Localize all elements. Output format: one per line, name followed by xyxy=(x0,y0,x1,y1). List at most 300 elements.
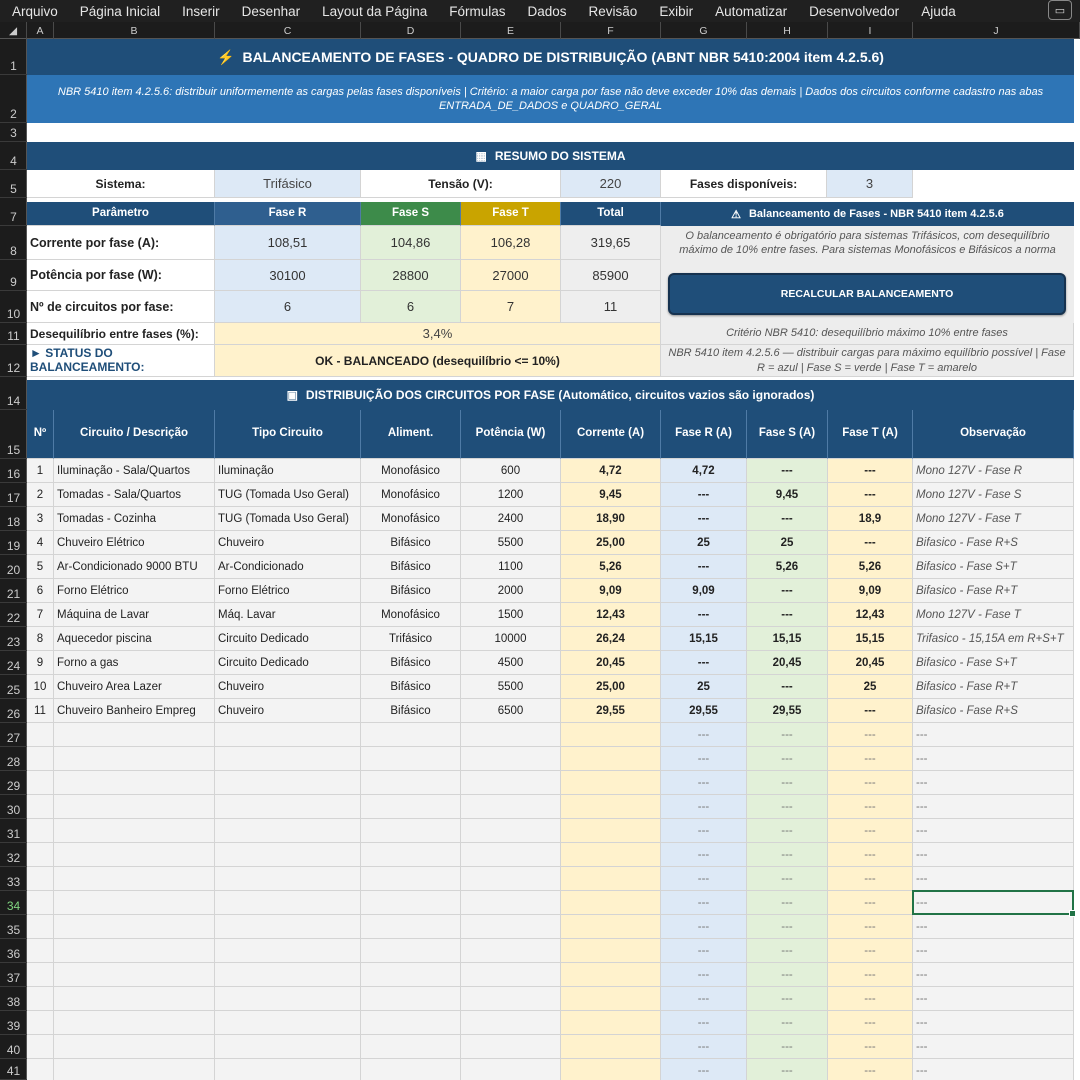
dist-cell[interactable]: --- xyxy=(747,579,828,603)
menu-item[interactable]: Dados xyxy=(527,3,567,19)
dist-cell[interactable]: --- xyxy=(661,603,747,627)
dist-cell[interactable]: Iluminação xyxy=(215,459,361,483)
dist-cell: --- xyxy=(913,1059,1074,1080)
dist-cell[interactable]: --- xyxy=(661,507,747,531)
row-header[interactable]: 5 xyxy=(0,170,27,198)
menu-bar xyxy=(0,0,1080,22)
dist-cell[interactable]: 20,45 xyxy=(747,651,828,675)
select-all-corner[interactable]: ◢ xyxy=(0,22,27,39)
dist-cell[interactable]: 2400 xyxy=(461,507,561,531)
row-header[interactable]: 30 xyxy=(0,795,27,819)
fase-r-value: 6 xyxy=(215,291,361,323)
menu-item[interactable]: Arquivo xyxy=(12,3,58,19)
column-header-j[interactable]: J xyxy=(913,22,1080,39)
dist-cell[interactable]: --- xyxy=(661,555,747,579)
dist-cell: --- xyxy=(913,795,1074,819)
row-header[interactable]: 2 xyxy=(0,75,27,123)
dist-cell: --- xyxy=(913,1035,1074,1059)
dist-cell[interactable]: Tomadas - Cozinha xyxy=(54,507,215,531)
row-header[interactable]: 19 xyxy=(0,531,27,555)
dist-cell[interactable]: Bifasico - Fase R+T xyxy=(913,675,1074,699)
dist-cell: --- xyxy=(747,891,828,915)
dist-cell xyxy=(361,1035,461,1059)
dist-cell[interactable]: 29,55 xyxy=(561,699,661,723)
dist-cell: --- xyxy=(913,963,1074,987)
row-header[interactable]: 14 xyxy=(0,377,27,410)
dist-cell: --- xyxy=(661,843,747,867)
dist-cell[interactable]: 20,45 xyxy=(828,651,913,675)
column-header-i[interactable]: I xyxy=(828,22,913,39)
dist-cell[interactable]: 5500 xyxy=(461,531,561,555)
menu-item[interactable]: Desenhar xyxy=(241,3,301,19)
fases-value[interactable]: 3 xyxy=(827,170,913,198)
dist-cell: --- xyxy=(747,723,828,747)
dist-cell[interactable]: 9,09 xyxy=(828,579,913,603)
dist-cell[interactable]: Mono 127V - Fase S xyxy=(913,483,1074,507)
dist-cell: --- xyxy=(913,771,1074,795)
total-header: Total xyxy=(561,202,661,226)
dist-cell[interactable]: Máquina de Lavar xyxy=(54,603,215,627)
dist-cell xyxy=(461,723,561,747)
dist-cell[interactable]: Trifasico - 15,15A em R+S+T xyxy=(913,627,1074,651)
dist-cell[interactable]: Bifasico - Fase S+T xyxy=(913,651,1074,675)
desequilibrio-label: Desequilíbrio entre fases (%): xyxy=(27,323,215,345)
dist-cell: --- xyxy=(747,1059,828,1080)
row-header[interactable]: 28 xyxy=(0,747,27,771)
dist-cell[interactable]: Mono 127V - Fase T xyxy=(913,507,1074,531)
dist-cell[interactable]: Mono 127V - Fase R xyxy=(913,459,1074,483)
dist-cell xyxy=(215,1011,361,1035)
dist-cell: --- xyxy=(828,723,913,747)
dist-cell xyxy=(27,747,54,771)
column-header-c[interactable]: C xyxy=(215,22,361,39)
dist-cell xyxy=(461,987,561,1011)
dist-cell[interactable]: Tomadas - Sala/Quartos xyxy=(54,483,215,507)
dist-cell[interactable]: Chuveiro xyxy=(215,675,361,699)
dist-cell[interactable]: Bifasico - Fase R+S xyxy=(913,531,1074,555)
dist-cell[interactable]: --- xyxy=(747,507,828,531)
dist-cell xyxy=(561,795,661,819)
dist-cell xyxy=(361,747,461,771)
row-header[interactable]: 33 xyxy=(0,867,27,891)
dist-cell[interactable]: 1100 xyxy=(461,555,561,579)
dist-cell[interactable]: 5,26 xyxy=(828,555,913,579)
dist-cell[interactable]: Bifásico xyxy=(361,555,461,579)
dist-cell[interactable]: --- xyxy=(828,483,913,507)
dist-cell[interactable]: 9,45 xyxy=(561,483,661,507)
dist-cell[interactable]: 25,00 xyxy=(561,675,661,699)
dist-cell[interactable]: 25 xyxy=(747,531,828,555)
dist-cell[interactable]: 5,26 xyxy=(561,555,661,579)
dist-cell[interactable]: --- xyxy=(828,699,913,723)
dist-cell[interactable]: 15,15 xyxy=(747,627,828,651)
dist-cell[interactable]: --- xyxy=(828,531,913,555)
row-header[interactable]: 18 xyxy=(0,507,27,531)
dist-cell xyxy=(54,1059,215,1080)
dist-cell xyxy=(54,987,215,1011)
row-header[interactable]: 8 xyxy=(0,226,27,260)
dist-cell[interactable]: 1200 xyxy=(461,483,561,507)
fase-s-value: 104,86 xyxy=(361,226,461,260)
dist-cell xyxy=(27,963,54,987)
row-header[interactable]: 22 xyxy=(0,603,27,627)
dist-cell[interactable]: 29,55 xyxy=(747,699,828,723)
dist-cell: --- xyxy=(747,1011,828,1035)
dist-cell xyxy=(27,819,54,843)
sistema-label: Sistema: xyxy=(27,170,215,198)
dist-cell: --- xyxy=(913,1011,1074,1035)
dist-cell xyxy=(27,843,54,867)
dist-cell[interactable]: 12,43 xyxy=(828,603,913,627)
dist-cell: --- xyxy=(828,819,913,843)
dist-cell xyxy=(27,795,54,819)
dist-cell[interactable]: 25 xyxy=(661,675,747,699)
row-header[interactable]: 29 xyxy=(0,771,27,795)
dist-cell: --- xyxy=(828,915,913,939)
dist-cell: 4 xyxy=(27,531,54,555)
dist-cell: --- xyxy=(913,843,1074,867)
desequilibrio-value: 3,4% xyxy=(215,323,661,345)
dist-cell: --- xyxy=(913,747,1074,771)
dist-cell xyxy=(54,867,215,891)
column-header-g[interactable]: G xyxy=(661,22,747,39)
dist-cell[interactable]: 6500 xyxy=(461,699,561,723)
menu-item[interactable]: Página Inicial xyxy=(79,3,161,19)
dist-cell: --- xyxy=(661,819,747,843)
dist-cell: --- xyxy=(747,915,828,939)
dist-cell: --- xyxy=(828,963,913,987)
dist-cell[interactable]: Trifásico xyxy=(361,627,461,651)
dist-header: Corrente (A) xyxy=(561,410,661,459)
fase-t-value: 7 xyxy=(461,291,561,323)
dist-cell xyxy=(461,771,561,795)
row-header[interactable]: 36 xyxy=(0,939,27,963)
dist-cell[interactable]: 4500 xyxy=(461,651,561,675)
row-header[interactable]: 25 xyxy=(0,675,27,699)
dist-cell[interactable]: Circuito Dedicado xyxy=(215,651,361,675)
dist-cell xyxy=(215,723,361,747)
dist-cell xyxy=(54,795,215,819)
column-header-b[interactable]: B xyxy=(54,22,215,39)
dist-cell[interactable]: Chuveiro Elétrico xyxy=(54,531,215,555)
side-panel-text: O balanceamento é obrigatório para sistemas Trifásicos, com desequilíbrio máximo de 10% entre fases. Para sistemas Monofásicos e Bifásicos a norma xyxy=(661,226,1074,260)
dist-header: Potência (W) xyxy=(461,410,561,459)
total-value: 319,65 xyxy=(561,226,661,260)
dist-cell: --- xyxy=(661,1035,747,1059)
menu-item[interactable]: Desenvolvedor xyxy=(809,3,900,19)
dist-cell[interactable]: Mono 127V - Fase T xyxy=(913,603,1074,627)
dist-cell: 7 xyxy=(27,603,54,627)
dist-cell xyxy=(54,843,215,867)
dist-cell[interactable]: Bifasico - Fase S+T xyxy=(913,555,1074,579)
row-header[interactable]: 9 xyxy=(0,260,27,291)
dist-cell[interactable]: Máq. Lavar xyxy=(215,603,361,627)
dist-cell[interactable]: Monofásico xyxy=(361,483,461,507)
dist-cell xyxy=(461,1059,561,1080)
row-header[interactable]: 27 xyxy=(0,723,27,747)
dist-cell[interactable]: --- xyxy=(747,675,828,699)
dist-cell: 11 xyxy=(27,699,54,723)
tensao-value[interactable]: 220 xyxy=(561,170,661,198)
row-header[interactable]: 38 xyxy=(0,987,27,1011)
warning-icon: ⚠ xyxy=(731,208,741,221)
dist-cell[interactable]: Aquecedor piscina xyxy=(54,627,215,651)
dist-cell xyxy=(27,987,54,1011)
dist-cell[interactable]: Monofásico xyxy=(361,603,461,627)
dist-cell[interactable]: Forno a gas xyxy=(54,651,215,675)
dist-cell[interactable]: Monofásico xyxy=(361,459,461,483)
dist-cell[interactable]: 9,09 xyxy=(661,579,747,603)
dist-cell[interactable]: Chuveiro Area Lazer xyxy=(54,675,215,699)
dist-cell[interactable]: Bifásico xyxy=(361,531,461,555)
dist-cell[interactable]: 25 xyxy=(661,531,747,555)
dist-cell: 8 xyxy=(27,627,54,651)
tensao-label: Tensão (V): xyxy=(361,170,561,198)
dist-cell[interactable]: 4,72 xyxy=(561,459,661,483)
dist-cell: --- xyxy=(747,987,828,1011)
calendar-icon: ▣ xyxy=(286,388,298,402)
dist-cell: --- xyxy=(661,987,747,1011)
dist-cell: --- xyxy=(661,939,747,963)
dist-cell[interactable]: Forno Elétrico xyxy=(54,579,215,603)
comments-icon[interactable]: ▭ xyxy=(1048,0,1072,20)
dist-cell: --- xyxy=(661,963,747,987)
dist-cell[interactable]: Chuveiro xyxy=(215,531,361,555)
dist-cell: --- xyxy=(913,819,1074,843)
dist-cell xyxy=(561,867,661,891)
dist-cell xyxy=(561,1035,661,1059)
row-header[interactable]: 1 xyxy=(0,39,27,75)
dist-cell[interactable]: Forno Elétrico xyxy=(215,579,361,603)
dist-cell: --- xyxy=(913,939,1074,963)
dist-cell xyxy=(561,1059,661,1080)
row-header[interactable]: 20 xyxy=(0,555,27,579)
sheet-subtitle: NBR 5410 item 4.2.5.6: distribuir uniformemente as cargas pelas fases disponíveis | Critério: a maior carga por fase não deve exceder 10% das demais | Dados dos circuitos conforme cadastro nas abas ENTRADA_DE_DADOS e QUADRO_GERAL xyxy=(27,75,1074,123)
dist-cell xyxy=(361,963,461,987)
dist-cell[interactable]: 10000 xyxy=(461,627,561,651)
dist-cell: --- xyxy=(828,939,913,963)
row-header[interactable]: 23 xyxy=(0,627,27,651)
dist-cell[interactable]: 12,43 xyxy=(561,603,661,627)
fase-t-header: Fase T xyxy=(461,202,561,226)
dist-cell[interactable]: 18,90 xyxy=(561,507,661,531)
menu-item[interactable]: Revisão xyxy=(588,3,638,19)
table-icon: ▦ xyxy=(475,149,487,163)
dist-cell[interactable]: 29,55 xyxy=(661,699,747,723)
dist-cell: --- xyxy=(747,747,828,771)
menu-item[interactable]: Layout da Página xyxy=(322,3,428,19)
row-header[interactable]: 15 xyxy=(0,410,27,459)
dist-cell[interactable]: TUG (Tomada Uso Geral) xyxy=(215,507,361,531)
dist-cell: --- xyxy=(661,1059,747,1080)
dist-cell xyxy=(215,795,361,819)
row-header[interactable]: 17 xyxy=(0,483,27,507)
row-header[interactable]: 10 xyxy=(0,291,27,323)
dist-cell xyxy=(361,939,461,963)
dist-cell xyxy=(27,915,54,939)
row-header[interactable]: 40 xyxy=(0,1035,27,1059)
dist-cell[interactable]: Monofásico xyxy=(361,507,461,531)
dist-cell: 2 xyxy=(27,483,54,507)
dist-cell xyxy=(27,1059,54,1080)
row-header[interactable]: 31 xyxy=(0,819,27,843)
menu-item[interactable]: Exibir xyxy=(659,3,694,19)
dist-cell[interactable]: 600 xyxy=(461,459,561,483)
dist-cell[interactable]: Bifásico xyxy=(361,699,461,723)
param-label: Corrente por fase (A): xyxy=(27,226,215,260)
dist-cell[interactable]: --- xyxy=(747,459,828,483)
fase-r-value: 30100 xyxy=(215,260,361,291)
dist-cell[interactable]: 5500 xyxy=(461,675,561,699)
dist-cell xyxy=(361,723,461,747)
dist-cell xyxy=(215,891,361,915)
dist-cell xyxy=(461,867,561,891)
total-value: 11 xyxy=(561,291,661,323)
dist-cell[interactable]: Chuveiro Banheiro Empreg xyxy=(54,699,215,723)
dist-cell[interactable]: 15,15 xyxy=(828,627,913,651)
dist-cell[interactable]: Ar-Condicionado xyxy=(215,555,361,579)
param-label: Potência por fase (W): xyxy=(27,260,215,291)
dist-cell xyxy=(215,915,361,939)
dist-cell: --- xyxy=(661,795,747,819)
status-label: ► STATUS DO BALANCEAMENTO: xyxy=(27,345,215,377)
dist-cell xyxy=(54,915,215,939)
dist-cell[interactable]: 9,09 xyxy=(561,579,661,603)
worksheet xyxy=(27,39,1080,1080)
dist-cell[interactable]: 20,45 xyxy=(561,651,661,675)
dist-cell xyxy=(361,891,461,915)
row-header[interactable]: 3 xyxy=(0,123,27,142)
row-header[interactable]: 37 xyxy=(0,963,27,987)
dist-cell xyxy=(361,843,461,867)
column-header-h[interactable]: H xyxy=(747,22,828,39)
row-header[interactable]: 41 xyxy=(0,1059,27,1080)
row-header[interactable]: 21 xyxy=(0,579,27,603)
dist-cell: --- xyxy=(661,723,747,747)
dist-cell[interactable]: Bifasico - Fase R+T xyxy=(913,579,1074,603)
dist-cell xyxy=(561,915,661,939)
row-header[interactable]: 26 xyxy=(0,699,27,723)
dist-cell xyxy=(54,771,215,795)
status-value: OK - BALANCEADO (desequilíbrio <= 10%) xyxy=(215,345,661,377)
fase-s-value: 6 xyxy=(361,291,461,323)
menu-item[interactable]: Automatizar xyxy=(715,3,788,19)
dist-cell xyxy=(461,1035,561,1059)
dist-cell[interactable]: --- xyxy=(747,603,828,627)
dist-cell: --- xyxy=(913,987,1074,1011)
row-header[interactable]: 24 xyxy=(0,651,27,675)
dist-cell: --- xyxy=(747,1035,828,1059)
dist-cell: --- xyxy=(661,747,747,771)
dist-cell[interactable]: --- xyxy=(661,483,747,507)
dist-cell xyxy=(215,771,361,795)
fase-t-value: 27000 xyxy=(461,260,561,291)
dist-cell: --- xyxy=(747,819,828,843)
row-header[interactable]: 34 xyxy=(0,891,27,915)
sheet-title-text: BALANCEAMENTO DE FASES - QUADRO DE DISTRIBUIÇÃO (ABNT NBR 5410:2004 item 4.2.5.6) xyxy=(242,49,884,65)
dist-cell[interactable]: Bifásico xyxy=(361,651,461,675)
dist-header: Circuito / Descrição xyxy=(54,410,215,459)
dist-cell[interactable]: Circuito Dedicado xyxy=(215,627,361,651)
dist-cell xyxy=(361,795,461,819)
param-label: Nº de circuitos por fase: xyxy=(27,291,215,323)
dist-cell[interactable]: 1500 xyxy=(461,603,561,627)
dist-cell xyxy=(561,1011,661,1035)
row-header[interactable]: 16 xyxy=(0,459,27,483)
dist-cell xyxy=(215,1035,361,1059)
dist-cell[interactable]: Bifásico xyxy=(361,579,461,603)
lightning-icon: ⚡ xyxy=(217,48,235,65)
dist-cell[interactable]: --- xyxy=(661,651,747,675)
dist-cell[interactable]: 9,45 xyxy=(747,483,828,507)
dist-cell xyxy=(54,723,215,747)
dist-cell xyxy=(27,1035,54,1059)
dist-cell: --- xyxy=(828,843,913,867)
column-header-e[interactable]: E xyxy=(461,22,561,39)
dist-cell[interactable]: 5,26 xyxy=(747,555,828,579)
sistema-value[interactable]: Trifásico xyxy=(215,170,361,198)
dist-cell[interactable]: 25 xyxy=(828,675,913,699)
dist-cell xyxy=(361,1059,461,1080)
dist-cell[interactable]: 2000 xyxy=(461,579,561,603)
dist-cell xyxy=(361,987,461,1011)
dist-cell[interactable]: Iluminação - Sala/Quartos xyxy=(54,459,215,483)
menu-item[interactable]: Fórmulas xyxy=(449,3,506,19)
dist-cell[interactable]: --- xyxy=(828,459,913,483)
row-header[interactable]: 4 xyxy=(0,142,27,170)
dist-cell[interactable]: Bifásico xyxy=(361,675,461,699)
column-header-d[interactable]: D xyxy=(361,22,461,39)
dist-cell: --- xyxy=(661,867,747,891)
row-header[interactable]: 39 xyxy=(0,1011,27,1035)
column-header-f[interactable]: F xyxy=(561,22,661,39)
dist-cell: --- xyxy=(828,987,913,1011)
row-header[interactable]: 32 xyxy=(0,843,27,867)
menu-item[interactable]: Ajuda xyxy=(921,3,956,19)
dist-cell xyxy=(27,867,54,891)
dist-cell[interactable]: 18,9 xyxy=(828,507,913,531)
dist-cell: --- xyxy=(828,1035,913,1059)
column-header-a[interactable]: A xyxy=(27,22,54,39)
fase-s-header: Fase S xyxy=(361,202,461,226)
dist-cell xyxy=(54,939,215,963)
row-header[interactable]: 12 xyxy=(0,345,27,377)
dist-cell[interactable]: Bifasico - Fase R+S xyxy=(913,699,1074,723)
dist-cell: --- xyxy=(828,891,913,915)
dist-cell[interactable]: TUG (Tomada Uso Geral) xyxy=(215,483,361,507)
menu-item[interactable]: Inserir xyxy=(182,3,220,19)
dist-cell: --- xyxy=(828,867,913,891)
dist-cell xyxy=(361,819,461,843)
dist-cell xyxy=(361,915,461,939)
row-header[interactable]: 35 xyxy=(0,915,27,939)
dist-cell: --- xyxy=(913,915,1074,939)
dist-cell[interactable]: Ar-Condicionado 9000 BTU xyxy=(54,555,215,579)
dist-cell[interactable]: 25,00 xyxy=(561,531,661,555)
dist-cell[interactable]: 15,15 xyxy=(661,627,747,651)
total-value: 85900 xyxy=(561,260,661,291)
dist-cell[interactable]: Chuveiro xyxy=(215,699,361,723)
dist-cell[interactable]: 26,24 xyxy=(561,627,661,651)
dist-cell[interactable]: 4,72 xyxy=(661,459,747,483)
dist-cell: 3 xyxy=(27,507,54,531)
dist-cell xyxy=(215,819,361,843)
row-header[interactable]: 11 xyxy=(0,323,27,345)
dist-cell xyxy=(54,963,215,987)
row-header[interactable]: 7 xyxy=(0,198,27,226)
dist-cell: --- xyxy=(747,939,828,963)
recalcular-button[interactable]: RECALCULAR BALANCEAMENTO xyxy=(668,273,1066,315)
